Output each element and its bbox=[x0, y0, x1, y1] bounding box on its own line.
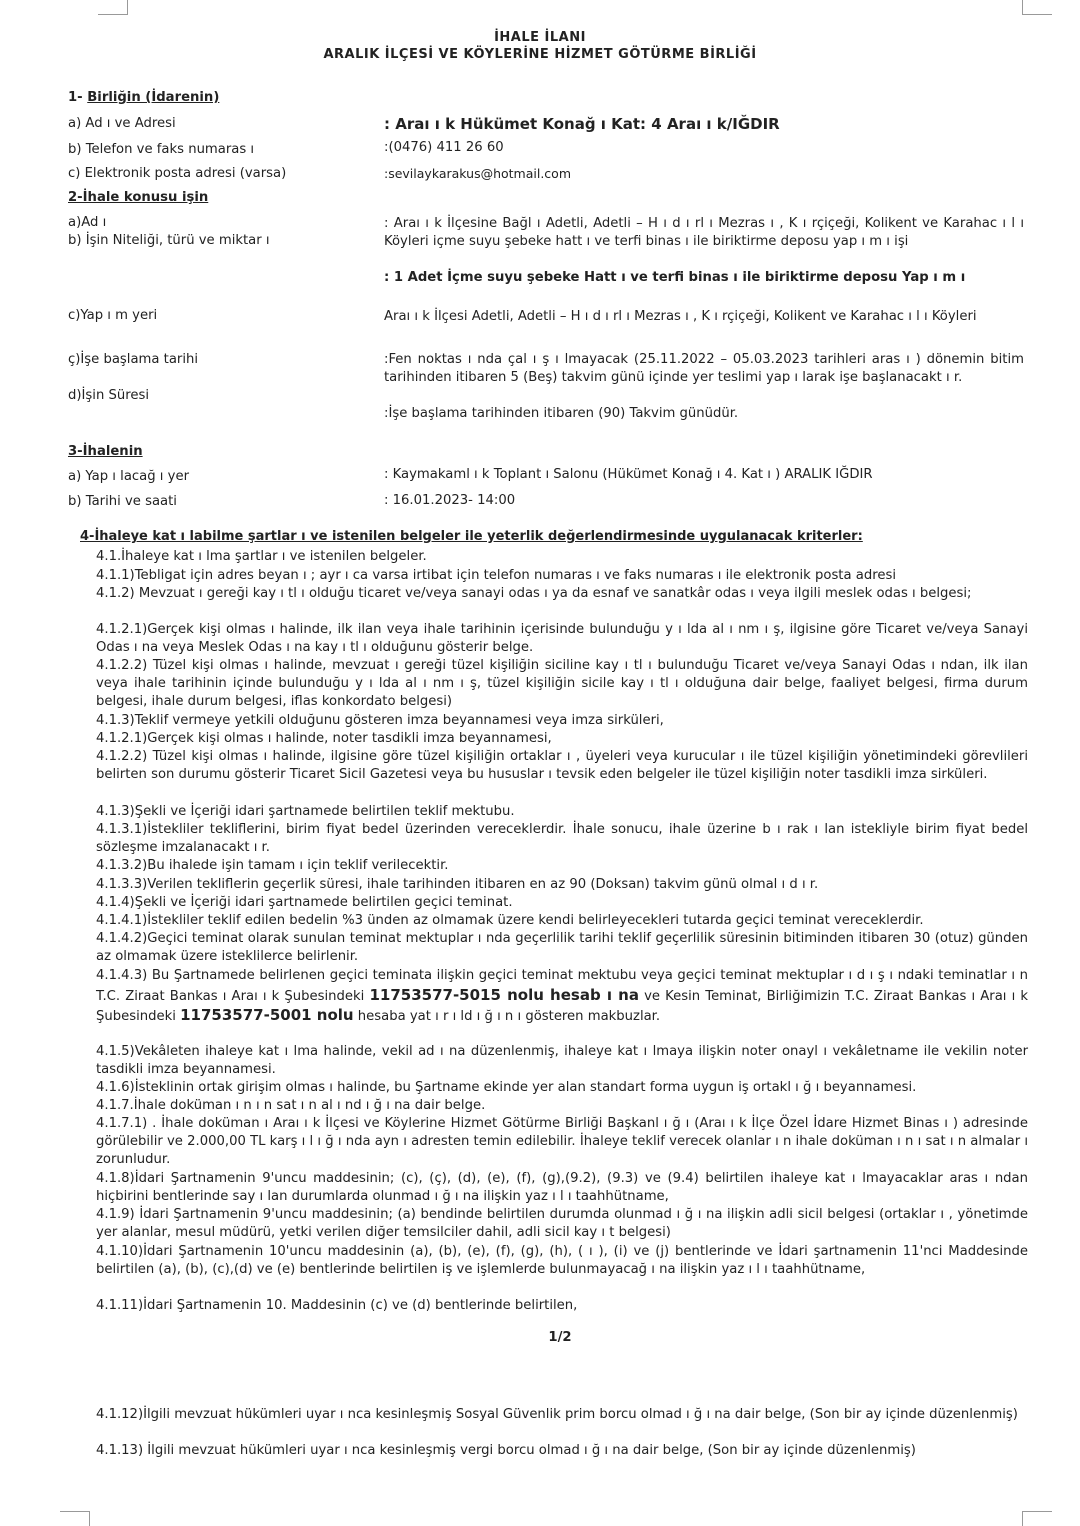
clause-4-1-4-3-text-c: hesaba yat ı r ı ld ı ğ ı n ı gösteren makbuzlar. bbox=[353, 1009, 661, 1024]
label-date-time: b) Tarihi ve saati bbox=[68, 494, 177, 509]
clause-4-1-8: 4.1.8)İdari Şartnamenin 9'uncu maddesinin; (c), (ç), (d), (e), (f), (g),(9.2), (9.3) ve (9.4) belirtilen ihaleye kat ı lmayacaklar aras ı ndan hiçbirini bentlerinde say ı lan durumlarda olunmad ı ğ ı na ilişkin yaz ı l ı taahhütname, bbox=[96, 1171, 1028, 1204]
label-job-nature: b) İşin Niteliği, türü ve miktar ı bbox=[68, 233, 270, 248]
value-job-summary: : 1 Adet İçme suyu şebeke Hatt ı ve terfi binas ı ile biriktirme deposu Yap ı m ı bbox=[384, 270, 966, 285]
clause-4-1-1: 4.1.1)Tebligat için adres beyan ı ; ayr ı ca varsa irtibat için telefon numaras ı ve faks numaras ı ile elektronik posta adresi bbox=[96, 568, 896, 583]
value-date-time: : 16.01.2023- 14:00 bbox=[384, 493, 516, 508]
clause-4-1-3-3: 4.1.3.3)Verilen tekliflerin geçerlik süresi, ihale tarihinden itibaren en az 90 (Doksan) takvim günü olmal ı d ı r. bbox=[96, 877, 819, 892]
value-email: :sevilaykarakus@hotmail.com bbox=[384, 166, 572, 181]
document-subtitle: ARALIK İLÇESİ VE KÖYLERİNE HİZMET GÖTÜRME BİRLİĞİ bbox=[323, 47, 757, 62]
clause-4-1-3: 4.1.3)Teklif vermeye yetkili olduğunu gösteren imza beyannamesi veya imza sirküleri, bbox=[96, 713, 664, 728]
clause-4-1-7-1: 4.1.7.1) . İhale doküman ı Araı ı k İlçesi ve Köylerine Hizmet Götürme Birliği Başkanl ı ğ ı (Araı ı k İlçe Özel İdare Hizmet Binas ı ) adresinde görülebilir ve 2.000,00 TL karş ı l ı ğ ı nda ayn ı adresten temin edilebilir. İhaleye teklif verecek olanlar ı n ihale doküman ı n ı sat ı n almalar ı zorunludur. bbox=[96, 1116, 1028, 1167]
value-start-date: :Fen noktas ı nda çal ı ş ı lmayacak (25.11.2022 – 05.03.2023 tarihleri aras ı ) dönemin bitim tarihinden itibaren 5 (Beş) takvim günü içinde yer teslimi yap ı larak işe başlanacakt ı r. bbox=[384, 352, 1024, 385]
clause-4-1-2-2-b: 4.1.2.2) Tüzel kişi olmas ı halinde, ilgisine göre tüzel kişiliğin ortaklar ı , üyeleri veya kurucular ı ile tüzel kişiliğin yönetimindeki görevlileri belirten son durumu gösterir Ticaret Sicil Gazetesi veya bu hususlar ı tevsik eden belgeler ile tüzel kişiliğin noter tasdikli imza sirküleri. bbox=[96, 749, 1028, 782]
clause-4-1-12: 4.1.12)İlgili mevzuat hükümleri uyar ı nca kesinleşmiş Sosyal Güvenlik prim borcu olmad ı ğ ı na dair belge, (Son bir ay içinde düzenlenmiş) bbox=[96, 1407, 1018, 1422]
crop-mark-top-right bbox=[1022, 0, 1052, 15]
clause-4-1-4-3-text-a: 4.1.4.3) Bu Şartnamede belirlenen geçici teminata ilişkin geçici teminat mektubu veya geçici teminat mektuplar ı d ı ş ı ndaki teminatlar ı n T.C. Ziraat Bankas ı Araı ı k Şubesindeki bbox=[96, 968, 1028, 1004]
page-number: 1/2 bbox=[548, 1330, 572, 1345]
clause-4-1-5: 4.1.5)Vekâleten ihaleye kat ı lma halinde, vekil ad ı na düzenlenmiş, ihaleye kat ı lmaya ilişkin noter onayl ı vekâletname ile vekilin noter tasdikli imza beyannamesi. bbox=[96, 1044, 1028, 1077]
clause-4-1-6: 4.1.6)İsteklinin ortak girişim olmas ı halinde, bu Şartname ekinde yer alan standart forma uygun iş ortakl ı ğ ı beyannamesi. bbox=[96, 1080, 917, 1095]
label-duration: d)İşin Süresi bbox=[68, 388, 149, 403]
section-3-heading: 3-İhalenin bbox=[68, 444, 143, 459]
clause-4-1-4-2: 4.1.4.2)Geçici teminat olarak sunulan teminat mektuplar ı nda geçerlilik tarihi teklif geçerlilik süresinin bitiminden itibaren 30 (otuz) günden az olmamak üzere isteklilerce belirlenir. bbox=[96, 931, 1028, 964]
label-job-name: a)Ad ı bbox=[68, 215, 107, 230]
clause-4-1-4-1: 4.1.4.1)İstekliler teklif edilen bedelin %3 ünden az olmamak üzere kendi belirleyecekleri tutarda geçici teminat vereceklerdir. bbox=[96, 913, 924, 928]
label-email: c) Elektronik posta adresi (varsa) bbox=[68, 166, 287, 181]
clause-4-1-4: 4.1.4)Şekli ve İçeriği idari şartnamede belirtilen geçici teminat. bbox=[96, 895, 513, 910]
clause-4-1-3-b: 4.1.3)Şekli ve İçeriği idari şartnamede belirtilen teklif mektubu. bbox=[96, 804, 515, 819]
label-phone-fax: b) Telefon ve faks numaras ı bbox=[68, 142, 255, 157]
clause-4-1-2-1: 4.1.2.1)Gerçek kişi olmas ı halinde, ilk ilan veya ihale tarihinin içerisinde bulunduğu y ı lda al ı nm ı ş, ilgisine göre Ticaret ve/veya Sanayi Odas ı na veya Meslek Odas ı na kay ı tl ı olduğunu gösterir belge. bbox=[96, 622, 1028, 655]
value-name-address: : Araı ı k Hükümet Konağ ı Kat: 4 Araı ı k/IĞDIR bbox=[384, 115, 780, 133]
label-venue: a) Yap ı lacağ ı yer bbox=[68, 469, 189, 484]
account-number-final: 11753577-5001 nolu bbox=[180, 1006, 354, 1024]
section-1-heading bbox=[68, 90, 259, 105]
clause-4-1: 4.1.İhaleye kat ı lma şartlar ı ve istenilen belgeler. bbox=[96, 549, 427, 564]
value-venue: : Kaymakaml ı k Toplant ı Salonu (Hükümet Konağ ı 4. Kat ı ) ARALIK IĞDIR bbox=[384, 467, 873, 482]
section-1-number: 1- bbox=[68, 90, 88, 105]
value-job-description: : Araı ı k İlçesine Bağl ı Adetli, Adetli – H ı d ı rl ı Mezras ı , K ı rçiçeği, Kolikent ve Karahac ı l ı Köyleri içme suyu şebeke hatt ı ve terfi binas ı ile biriktirme deposu yap ı m ı işi bbox=[384, 216, 1024, 249]
clause-4-1-10: 4.1.10)İdari Şartnamenin 10'uncu maddesinin (a), (b), (e), (f), (g), (h), ( ı ), (i) ve (j) bentlerinde ve İdari şartnamenin 11'nci Maddesinde belirtilen (a), (b), (c),(d) ve (e) bentlerinde belirtilen iş ve işlemlerde bulunmayacağ ı na ilişkin yaz ı l ı taahhütname, bbox=[96, 1244, 1028, 1277]
label-construction-site: c)Yap ı m yeri bbox=[68, 308, 158, 323]
clause-4-1-13: 4.1.13) İlgili mevzuat hükümleri uyar ı nca kesinleşmiş vergi borcu olmad ı ğ ı na dair belge, (Son bir ay içinde düzenlenmiş) bbox=[96, 1443, 916, 1458]
value-construction-site: Araı ı k İlçesi Adetli, Adetli – H ı d ı rl ı Mezras ı , K ı rçiçeği, Kolikent ve Karahac ı l ı Köyleri bbox=[384, 309, 977, 324]
label-start-date: ç)İşe başlama tarihi bbox=[68, 352, 199, 367]
value-phone-fax: :(0476) 411 26 60 bbox=[384, 140, 504, 155]
clause-4-1-3-2: 4.1.3.2)Bu ihalede işin tamam ı için teklif verilecektir. bbox=[96, 858, 449, 873]
document-title: İHALE İLANI bbox=[494, 30, 586, 45]
section-2-heading: 2-İhale konusu işin bbox=[68, 190, 209, 205]
clause-4-1-7: 4.1.7.İhale doküman ı n ı n sat ı n al ı nd ı ğ ı na dair belge. bbox=[96, 1098, 486, 1113]
crop-mark-bottom-left bbox=[60, 1511, 90, 1526]
crop-mark-top-left bbox=[98, 0, 128, 15]
clause-4-1-2-2: 4.1.2.2) Tüzel kişi olmas ı halinde, mevzuat ı gereği tüzel kişiliğin siciline kay ı tl ı bulunduğu Ticaret ve/veya Sanayi Odas ı ndan, ilk ilan veya ihale tarihinin içinde bulunduğu y ı lda al ı nm ı ş, tüzel kişiliğin sicile kay ı tl ı olduğuna dair belge, faaliyet belgesi, firma durum belgesi, ihale durum belgesi, iflas konkordato belgesi) bbox=[96, 658, 1028, 709]
label-name-address: a) Ad ı ve Adresi bbox=[68, 116, 176, 131]
clause-4-1-2-1-b: 4.1.2.1)Gerçek kişi olmas ı halinde, noter tasdikli imza beyannamesi, bbox=[96, 731, 552, 746]
clause-4-1-9: 4.1.9) İdari Şartnamenin 9'uncu maddesinin; (a) bendinde belirtilen durumda olunmad ı ğ ı na ilişkin adli sicil belgesi (ortaklar ı , yönetimde yer alanlar, mesul müdürü, yetki verilen diğer temsilciler dahil, adli sicil kay ı t belgesi) bbox=[96, 1207, 1028, 1240]
section-1-title: Birliğin (İdarenin) bbox=[87, 90, 220, 105]
section-4-heading: 4-İhaleye kat ı labilme şartlar ı ve istenilen belgeler ile yeterlik değerlendirmesinde uygulanacak kriterler: bbox=[80, 529, 863, 544]
value-duration: :İşe başlama tarihinden itibaren (90) Takvim günüdür. bbox=[384, 406, 739, 421]
clause-4-1-3-1: 4.1.3.1)İstekliler tekliflerini, birim fiyat bedel üzerinden vereceklerdir. İhale sonucu, ihale üzerine b ı rak ı lan istekliyle birim fiyat bedel sözleşme imzalanacakt ı r. bbox=[96, 822, 1028, 855]
account-number-temporary: 11753577-5015 nolu hesab ı na bbox=[369, 985, 639, 1004]
clause-4-1-4-3 bbox=[96, 966, 1028, 1027]
clause-4-1-11: 4.1.11)İdari Şartnamenin 10. Maddesinin (c) ve (d) bentlerinde belirtilen, bbox=[96, 1298, 578, 1313]
clause-4-1-4-3-text-b: ve Kesin Teminat, Birliğimizin T.C. Ziraat Bankas ı Araı ı k Şubesindeki bbox=[96, 988, 1028, 1024]
crop-mark-bottom-right bbox=[1022, 1511, 1052, 1526]
clause-4-1-2: 4.1.2) Mevzuat ı gereği kay ı tl ı olduğu ticaret ve/veya sanayi odas ı ya da esnaf ve sanatkâr odas ı veya ilgili meslek odas ı belgesi; bbox=[96, 586, 972, 601]
